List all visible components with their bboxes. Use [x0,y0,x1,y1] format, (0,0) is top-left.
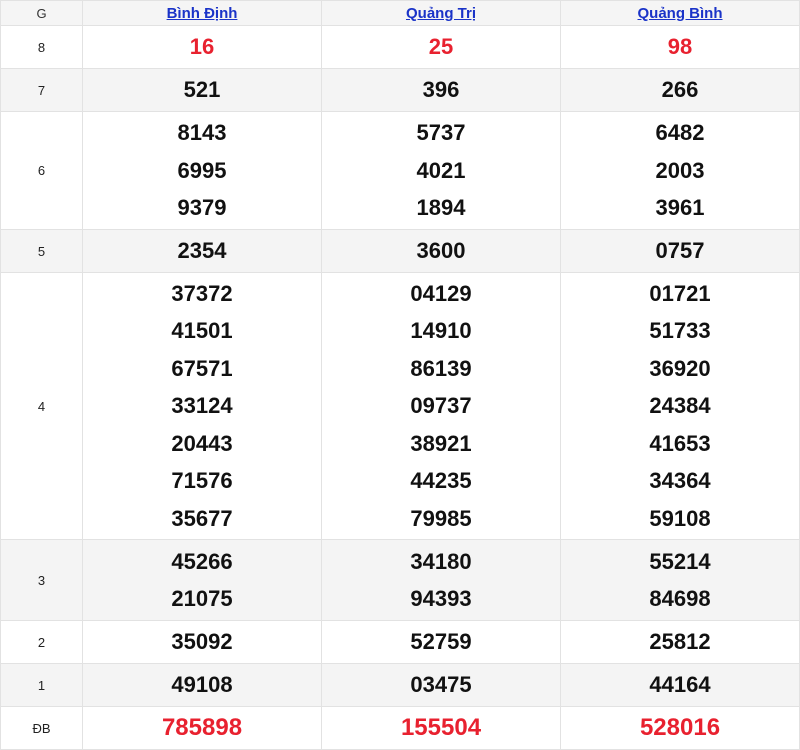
prize-number: 51733 [649,318,711,344]
prize-label: ĐB [1,707,83,750]
prize-number: 01721 [649,280,711,306]
prize-number: 4021 [416,157,466,183]
prize-row-6 [1,112,800,230]
prize-label: 5 [1,230,83,273]
prize-number: 59108 [649,505,711,531]
prize-cell [561,273,800,540]
prize-number: 3961 [655,195,705,221]
prize-cell [322,540,561,621]
prize-number: 785898 [161,714,243,742]
prize-cell [83,621,322,664]
prize-number: 36920 [649,355,711,381]
prize-row-4 [1,273,800,540]
prize-number: 44164 [649,672,711,698]
prize-cell [561,540,800,621]
prize-cell [322,112,561,230]
prize-number: 25812 [649,629,711,655]
prize-label: 6 [1,112,83,230]
prize-number: 37372 [171,280,233,306]
prize-number: 9379 [177,195,227,221]
prize-number: 3600 [416,238,466,264]
prize-cell [561,230,800,273]
header-row [1,1,800,26]
prize-number: 35677 [171,505,233,531]
prize-number: 35092 [171,629,233,655]
prize-number: 52759 [410,629,472,655]
prize-number: 6482 [655,120,705,146]
prize-cell [322,69,561,112]
prize-number: 25 [428,34,454,60]
prize-number: 55214 [649,548,711,574]
prize-cell [83,69,322,112]
prize-number: 1894 [416,195,466,221]
prize-number: 2003 [655,157,705,183]
prize-number: 521 [183,77,221,103]
prize-label: 7 [1,69,83,112]
prize-number: 04129 [410,280,472,306]
prize-column-header: G [1,1,83,26]
prize-cell [561,707,800,750]
prize-cell [322,230,561,273]
prize-number: 5737 [416,120,466,146]
prize-number: 71576 [171,468,233,494]
prize-cell [322,26,561,69]
prize-number: 155504 [400,714,482,742]
prize-number: 79985 [410,505,472,531]
prize-number: 34180 [410,548,472,574]
prize-cell [83,540,322,621]
prize-number: 20443 [171,430,233,456]
prize-number: 8143 [177,120,227,146]
province-link-quang-tri[interactable]: Quảng Trị [405,4,476,22]
prize-row-5 [1,230,800,273]
prize-cell [561,112,800,230]
prize-row-2 [1,621,800,664]
prize-label: 3 [1,540,83,621]
prize-cell [322,664,561,707]
prize-number: 396 [422,77,460,103]
prize-cell [561,26,800,69]
prize-number: 266 [661,77,699,103]
prize-cell [83,273,322,540]
prize-number: 94393 [410,586,472,611]
prize-number: 0757 [655,238,705,264]
prize-cell [322,273,561,540]
prize-label: 1 [1,664,83,707]
prize-cell [83,230,322,273]
province-link-binh-dinh[interactable]: Bình Định [166,4,238,22]
prize-number: 24384 [649,393,711,419]
province-link-quang-binh[interactable]: Quảng Bình [637,4,723,22]
prize-cell [561,664,800,707]
prize-number: 41501 [171,318,233,344]
prize-cell [561,621,800,664]
prize-label: 8 [1,26,83,69]
prize-number: 14910 [410,318,472,344]
prize-number: 41653 [649,430,711,456]
prize-number: 09737 [410,393,472,419]
prize-label: 4 [1,273,83,540]
prize-label: 2 [1,621,83,664]
prize-number: 6995 [177,157,227,183]
prize-cell [561,69,800,112]
prize-number: 67571 [171,355,233,381]
prize-row-7 [1,69,800,112]
province-header-quang-tri [322,1,561,26]
prize-cell [322,621,561,664]
prize-number: 98 [667,34,693,60]
prize-number: 45266 [171,548,233,574]
prize-row-8 [1,26,800,69]
prize-cell [322,707,561,750]
prize-number: 86139 [410,355,472,381]
prize-row-special [1,707,800,750]
prize-row-3 [1,540,800,621]
prize-number: 2354 [177,238,227,264]
prize-number: 33124 [171,393,233,419]
province-header-quang-binh [561,1,800,26]
prize-number: 84698 [649,586,711,611]
prize-number: 16 [189,34,215,60]
prize-number: 44235 [410,468,472,494]
prize-cell [83,664,322,707]
prize-number: 38921 [410,430,472,456]
prize-number: 528016 [639,714,721,742]
prize-row-1 [1,664,800,707]
prize-number: 34364 [649,468,711,494]
prize-cell [83,26,322,69]
prize-number: 49108 [171,672,233,698]
prize-number: 21075 [171,586,233,611]
prize-number: 03475 [410,672,472,698]
prize-cell [83,112,322,230]
province-header-binh-dinh [83,1,322,26]
prize-cell [83,707,322,750]
